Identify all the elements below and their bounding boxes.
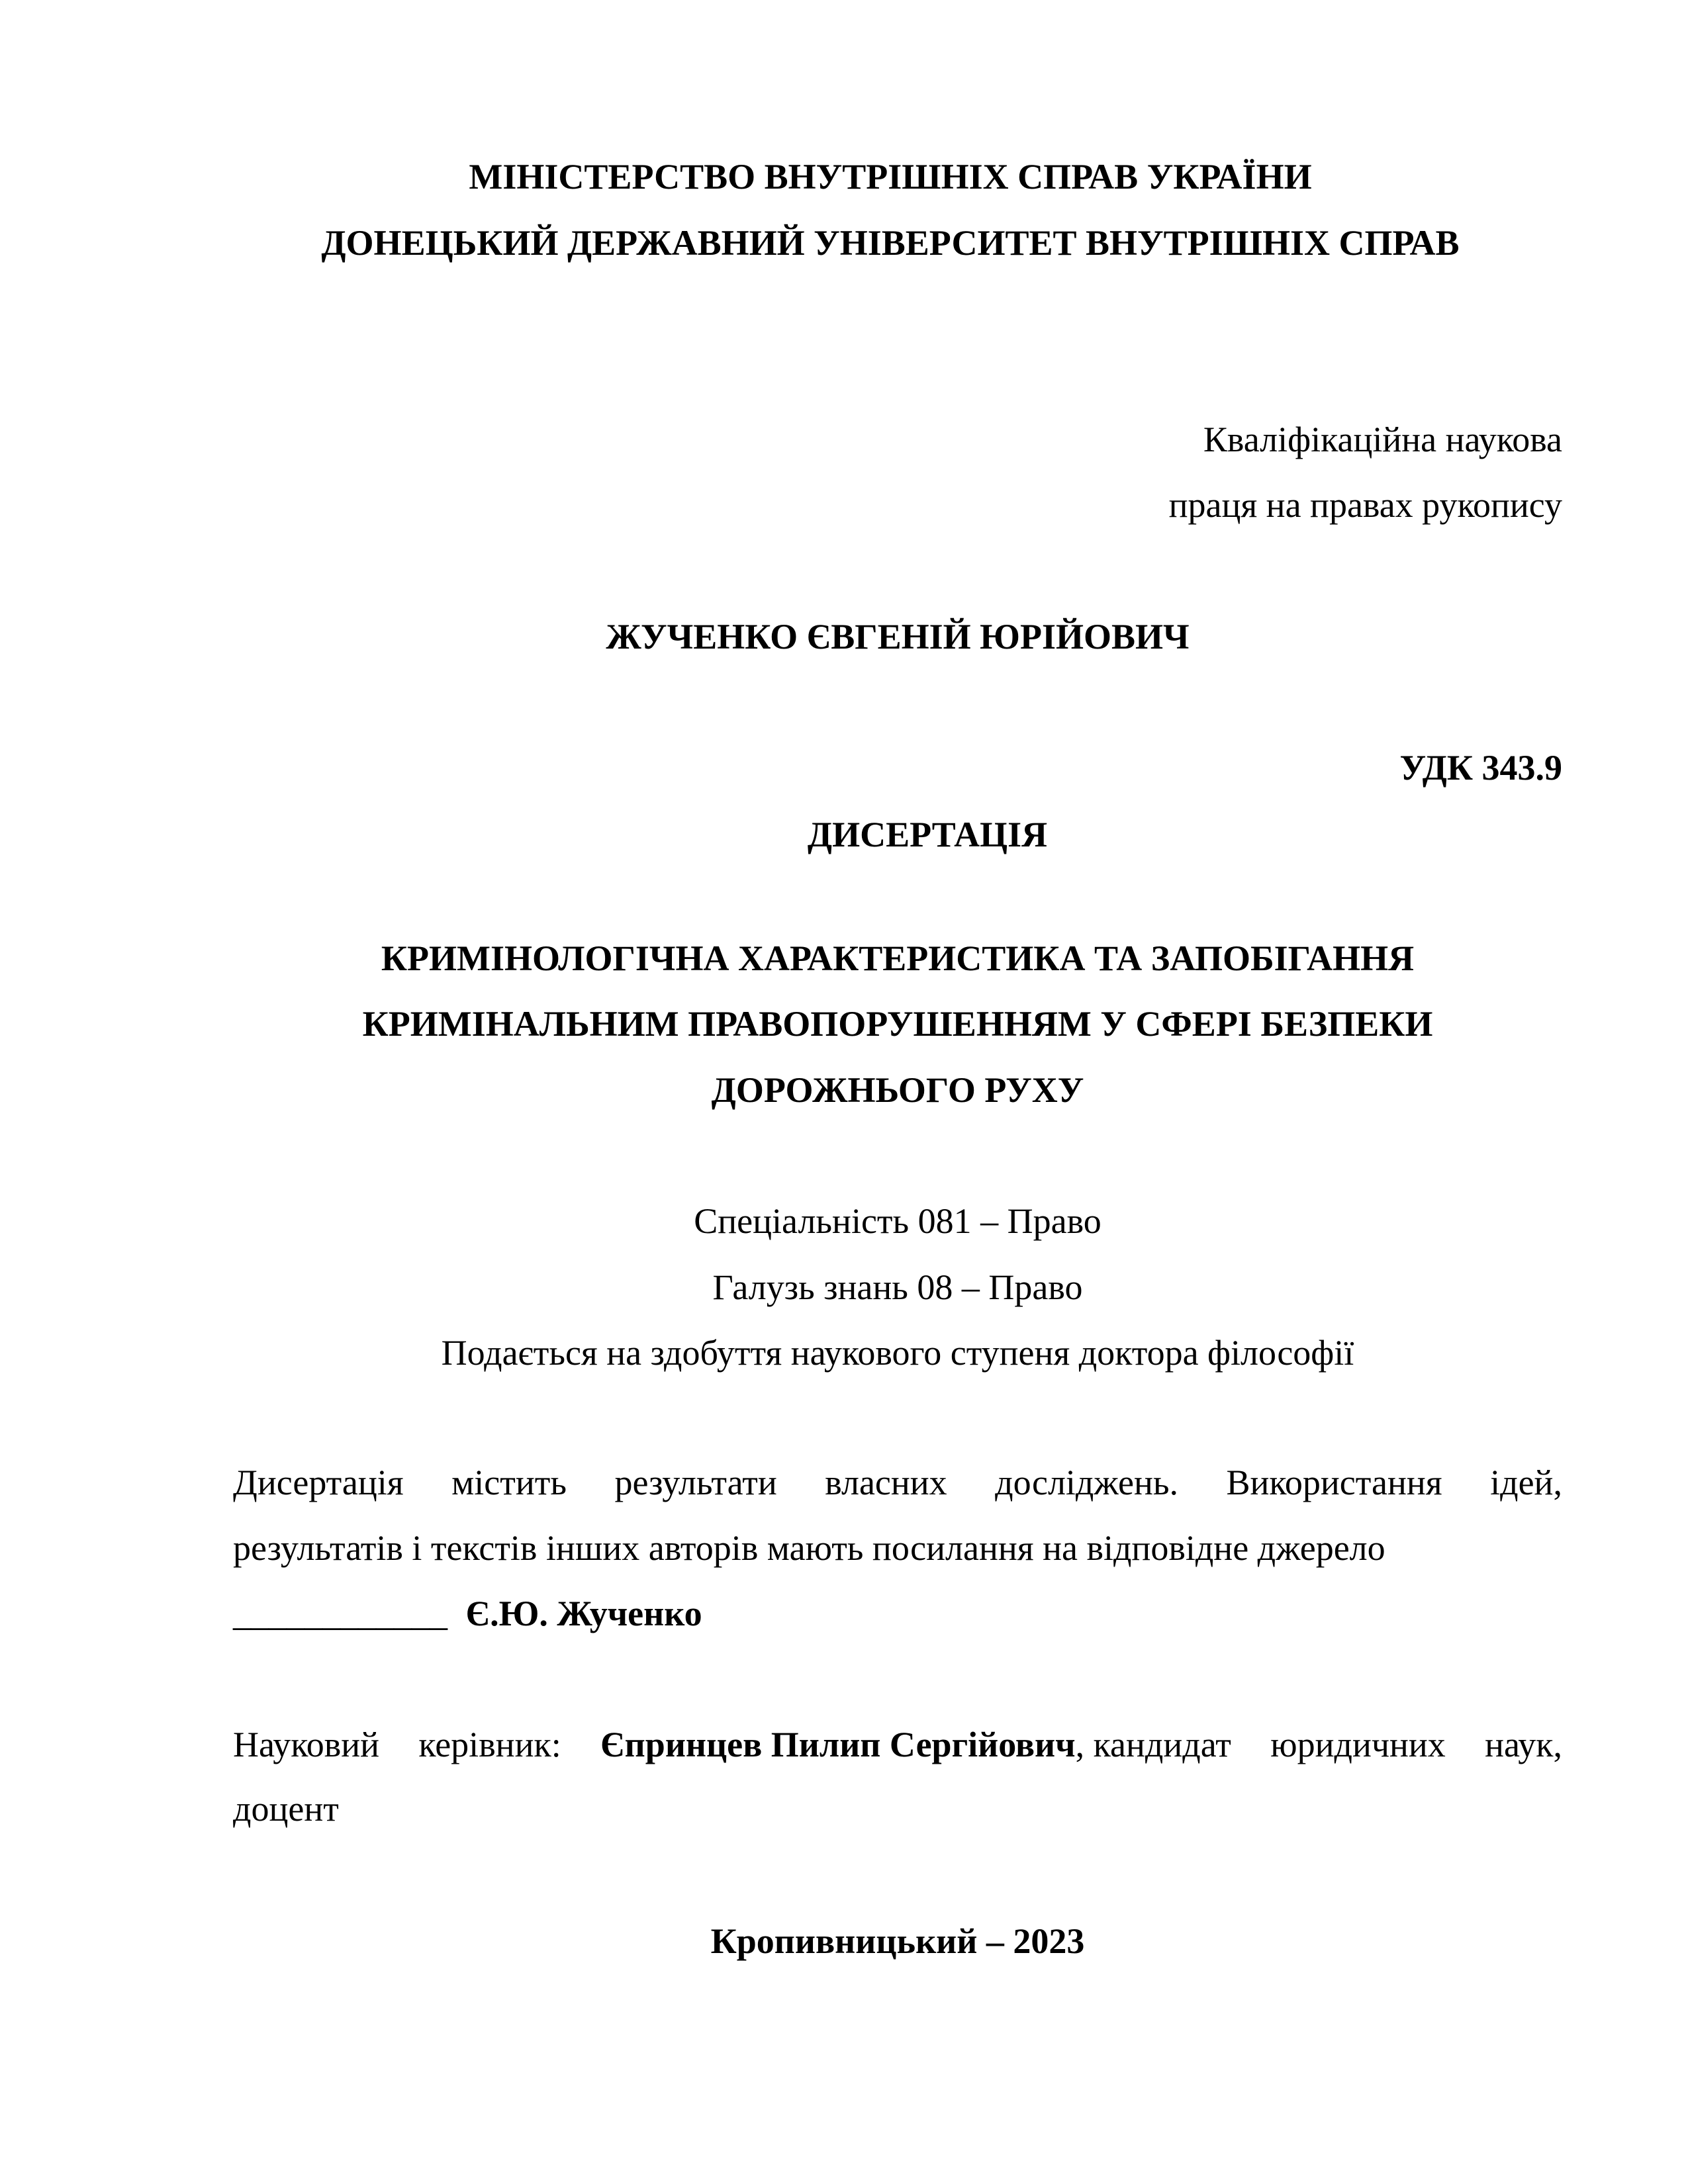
supervisor-degree-word: , кандидат bbox=[1075, 1725, 1231, 1764]
supervisor-degree-word: юридичних bbox=[1270, 1725, 1446, 1764]
city-year: Кропивницький – 2023 bbox=[710, 1921, 1085, 1961]
dissertation-title-line2: КРИМІНАЛЬНИМ ПРАВОПОРУШЕННЯМ У СФЕРІ БЕЗПЕКИ bbox=[362, 1004, 1433, 1044]
declaration-word: досліджень. bbox=[995, 1463, 1178, 1502]
field-of-knowledge-line: Галузь знань 08 – Право bbox=[712, 1267, 1083, 1307]
university-heading: ДОНЕЦЬКИЙ ДЕРЖАВНИЙ УНІВЕРСИТЕТ ВНУТРІШНІХ СПРАВ bbox=[321, 223, 1460, 263]
supervisor-name: Єпринцев Пилип Сергійович bbox=[600, 1725, 1076, 1764]
manuscript-note-line1: Кваліфікаційна наукова bbox=[1203, 420, 1562, 459]
supervisor-degree-word: наук, bbox=[1485, 1725, 1562, 1764]
declaration-line1 bbox=[233, 1465, 1562, 1500]
declaration-word: Дисертація bbox=[233, 1463, 404, 1502]
declaration-word: власних bbox=[825, 1463, 947, 1502]
signature-row bbox=[233, 1596, 702, 1631]
supervisor-label: керівник: bbox=[418, 1725, 561, 1764]
document-type: ДИСЕРТАЦІЯ bbox=[807, 815, 1048, 854]
declaration-word: містить bbox=[451, 1463, 567, 1502]
degree-sought-line: Подається на здобуття наукового ступеня доктора філософії bbox=[441, 1333, 1354, 1373]
specialty-line: Спеціальність 081 – Право bbox=[694, 1201, 1102, 1241]
dissertation-title-line3: ДОРОЖНЬОГО РУХУ bbox=[711, 1070, 1084, 1110]
signature-blank: ____________ bbox=[233, 1594, 447, 1633]
supervisor-line1 bbox=[233, 1727, 1562, 1762]
ministry-heading: МІНІСТЕРСТВО ВНУТРІШНІХ СПРАВ УКРАЇНИ bbox=[469, 157, 1312, 197]
supervisor-name-group bbox=[600, 1727, 1231, 1762]
supervisor-line2: доцент bbox=[233, 1789, 339, 1829]
manuscript-note-line2: праця на правах рукопису bbox=[1168, 485, 1562, 525]
declaration-word: Використання bbox=[1226, 1463, 1442, 1502]
supervisor-label: Науковий bbox=[233, 1725, 380, 1764]
declaration-word: ідей, bbox=[1490, 1463, 1562, 1502]
declaration-word: результати bbox=[614, 1463, 777, 1502]
signature-name: Є.Ю. Жученко bbox=[465, 1594, 702, 1633]
dissertation-title-line1: КРИМІНОЛОГІЧНА ХАРАКТЕРИСТИКА ТА ЗАПОБІГАННЯ bbox=[381, 938, 1415, 978]
declaration-line2: результатів і текстів інших авторів мають посилання на відповідне джерело bbox=[233, 1528, 1385, 1568]
author-name: ЖУЧЕНКО ЄВГЕНІЙ ЮРІЙОВИЧ bbox=[606, 617, 1190, 657]
udc-code: УДК 343.9 bbox=[1399, 748, 1562, 788]
